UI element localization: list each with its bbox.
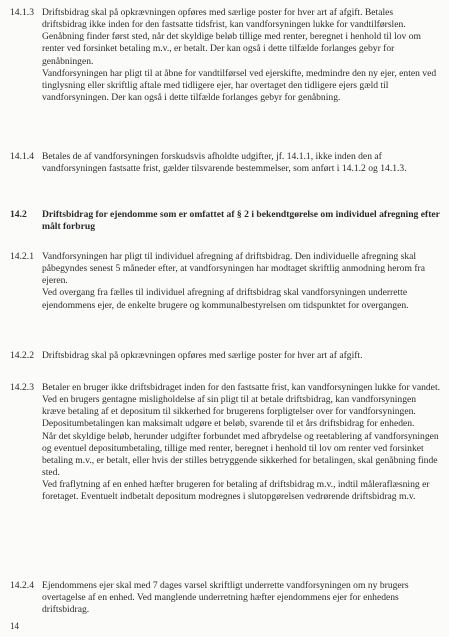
section-number: 14.1.3 xyxy=(10,7,34,18)
page-number: 14 xyxy=(10,621,19,631)
section-14-1-4 xyxy=(10,151,440,175)
section-14-2-2 xyxy=(10,350,440,362)
paragraph: Ved en brugers gentagne misligholdelse af sin pligt til at betale driftsbidrag, kan vandforsyningen kræve betaling af et depositum til sikkerhed for brugerens forpligtelser over for vandforsyningen. Depositumbetalingen kan maksimalt udgøre et beløb, svarende til et års driftsbidrag for enheden. xyxy=(42,394,417,430)
section-14-2-3 xyxy=(10,382,440,504)
paragraph: Driftsbidrag skal på opkrævningen opføres med særlige poster for hver art af afgift. Betales driftsbidrag ikke inden for den fastsatte tidsfrist, kan vandforsyningen lukke for vandtilførslen. Genåbning finder først sted, når det skyldige beløb tillige med renter, beregnet i henhold til lov om renter ved forsinket betaling m.v., er betalt. Der kan også i dette tilfælde forlanges gebyr for genåbningen. xyxy=(42,7,422,67)
paragraph: Når det skyldige beløb, herunder udgifter forbundet med afbrydelse og reetablering af vandforsyningen og eventuel depositumbetaling, tillige med renter, beregnet i henhold til lov om renter ved forsinket betaling m.v., er betalt, eller hvis der stilles betryggende sikkerhed for betalingen, skal genåbning finde sted. xyxy=(42,430,439,479)
section-heading: Driftsbidrag for ejendomme som er omfattet af § 2 i bekendtgørelse om individuel afregning efter målt forbrug xyxy=(42,209,440,233)
section-number: 14.2.4 xyxy=(10,580,34,591)
paragraph: Vandforsyningen har pligt til at åbne for vandtilførsel ved ejerskifte, medmindre den ny ejer, enten ved tinglysning eller skriftlig aftale med tidligere ejer, har overtaget den tidligere ejers gæld til vandforsyningen. Der kan også i dette tilfælde forlanges gebyr for genåbning. xyxy=(42,67,437,104)
paragraph: Ved fraflytning af en enhed hæfter brugeren for betaling af driftsbidrag m.v., indtil måleraflæsning er foretaget. Eventuelt indbetalt depositum modregnes i slutopgørelsen vedrørende driftsbidrag m.v. xyxy=(42,479,430,503)
section-number: 14.1.4 xyxy=(10,151,34,162)
paragraph: Vandforsyningen har pligt til individuel afregning af driftsbidrag. Den individuelle afregning skal påbegyndes senest 5 måneder efter, at vandforsyningen har modtaget skriftlig anmodning herom fra ejeren. xyxy=(42,251,425,287)
paragraph: Ejendommens ejer skal med 7 dages varsel skriftligt underrette vandforsyningen om ny brugers overtagelse af en enhed. Ved manglende underretning hæfter ejendommens ejer for enhedens driftsbidrag. xyxy=(42,580,409,616)
section-14-2-4 xyxy=(10,580,440,616)
section-number: 14.2 xyxy=(10,209,27,220)
paragraph: Betaler en bruger ikke driftsbidraget inden for den fastsatte frist, kan vandforsyningen lukke for vandet. xyxy=(42,382,441,393)
section-number: 14.2.1 xyxy=(10,251,34,262)
section-14-2-1 xyxy=(10,251,440,312)
paragraph: Driftsbidrag skal på opkrævningen opføres med særlige poster for hver art af afgift. xyxy=(42,350,363,361)
section-14-1-3 xyxy=(10,7,440,104)
section-number: 14.2.2 xyxy=(10,350,34,361)
paragraph: Betales de af vandforsyningen forskudsvis afholdte udgifter, jf. 14.1.1, ikke inden den af vandforsyningen fastsatte frist, gælder tilsvarende bestemmelser, som anført i 14.1.2 og 14.1.3. xyxy=(42,151,407,175)
section-14-2-heading xyxy=(10,209,440,233)
paragraph: Ved overgang fra fælles til individuel afregning af driftsbidrag skal vandforsyningen underrette ejendommens ejer, de enkelte brugere og kommunalbestyrelsen om tidspunktet for overgangen. xyxy=(42,287,409,311)
section-number: 14.2.3 xyxy=(10,382,34,393)
